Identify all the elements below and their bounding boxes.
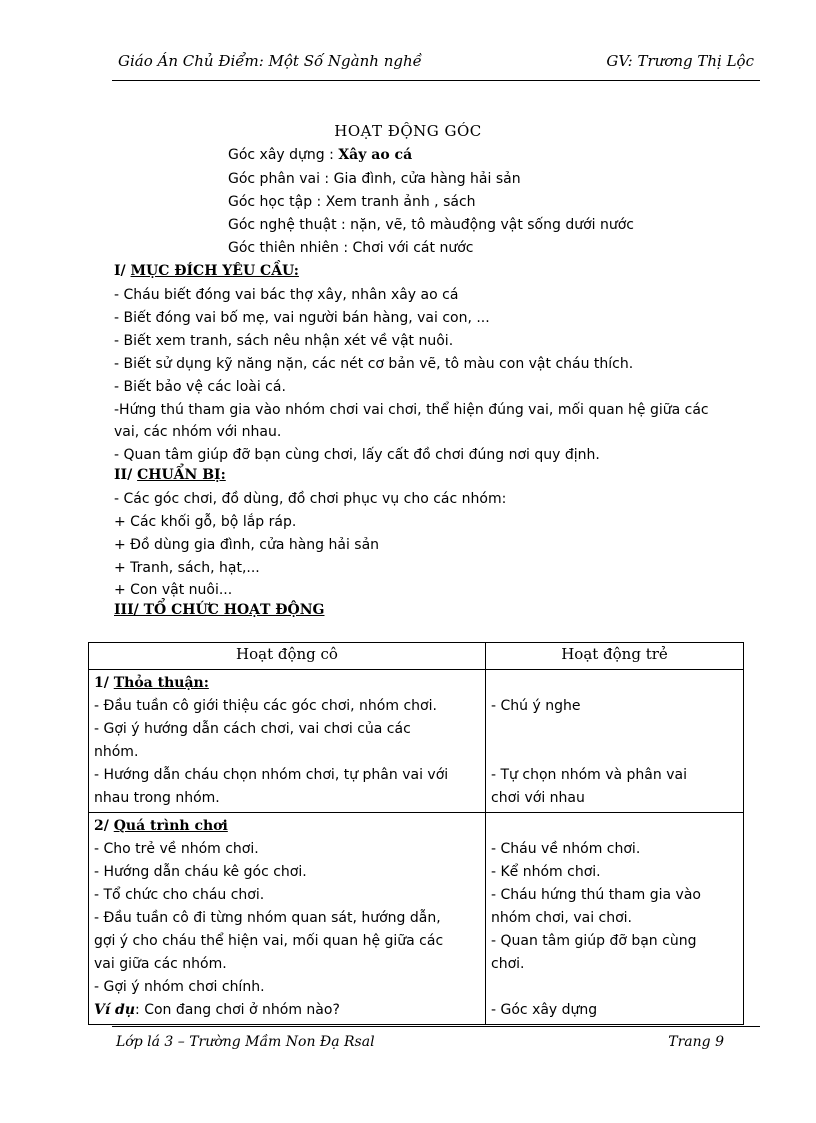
table-row: [89, 670, 744, 813]
text-line: - Chú ý nghe: [491, 698, 581, 714]
section-heading: II/ CHUẨN BỊ:: [114, 467, 226, 483]
text-line: chơi.: [491, 956, 525, 972]
corner-line: Góc phân vai : Gia đình, cửa hàng hải sản: [228, 171, 521, 187]
text-line: gợi ý cho cháu thể hiện vai, mối quan hệ giữa các: [94, 933, 444, 949]
section-heading: I/ MỤC ĐÍCH YÊU CẦU:: [114, 263, 299, 279]
corner-line: Góc thiên nhiên : Chơi với cát nước: [228, 240, 474, 256]
text-line: nhau trong nhóm.: [94, 790, 220, 806]
text-line: - Tự chọn nhóm và phân vai: [491, 767, 687, 783]
children-cell: [486, 813, 744, 1025]
activity-table: [88, 642, 744, 1025]
column-header-teacher: Hoạt động cô: [89, 643, 486, 670]
text-line: - Cháu hứng thú tham gia vào: [491, 887, 701, 903]
text-line: - Biết xem tranh, sách nêu nhận xét về vật nuôi.: [114, 333, 454, 349]
children-cell: [486, 670, 744, 813]
text-line: - Quan tâm giúp đỡ bạn cùng: [491, 933, 697, 949]
teacher-cell: [89, 670, 486, 813]
footer-rule: [112, 1026, 760, 1027]
row-title: 1/ Thỏa thuận:: [94, 675, 209, 691]
text-line: Ví dụ: Con đang chơi ở nhóm nào?: [94, 1002, 340, 1018]
text-line: - Biết sử dụng kỹ năng nặn, các nét cơ bản vẽ, tô màu con vật cháu thích.: [114, 356, 634, 372]
corner-line: Góc xây dựng : Xây ao cá: [228, 147, 413, 163]
text-line: - Gợi ý hướng dẫn cách chơi, vai chơi của các: [94, 721, 411, 737]
header-left: Giáo Án Chủ Điểm: Một Số Ngành nghề: [118, 52, 422, 70]
corner-line: Góc học tập : Xem tranh ảnh , sách: [228, 194, 476, 210]
text-line: nhóm chơi, vai chơi.: [491, 910, 633, 926]
text-line: + Tranh, sách, hạt,...: [114, 560, 260, 576]
text-line: - Hướng dẫn cháu chọn nhóm chơi, tự phân vai với: [94, 767, 449, 783]
text-line: + Con vật nuôi...: [114, 582, 233, 598]
text-line: - Cháu biết đóng vai bác thợ xây, nhân xây ao cá: [114, 287, 459, 303]
text-line: - Đầu tuần cô đi từng nhóm quan sát, hướng dẫn,: [94, 910, 441, 926]
text-line: vai, các nhóm với nhau.: [114, 424, 282, 440]
text-line: - Biết bảo vệ các loài cá.: [114, 379, 286, 395]
text-line: - Kể nhóm chơi.: [491, 864, 601, 880]
text-line: -Hứng thú tham gia vào nhóm chơi vai chơi, thể hiện đúng vai, mối quan hệ giữa các: [114, 402, 709, 418]
text-line: - Đầu tuần cô giới thiệu các góc chơi, nhóm chơi.: [94, 698, 437, 714]
corner-line: Góc nghệ thuật : nặn, vẽ, tô màuđộng vật sống dưới nước: [228, 217, 635, 233]
header-right: GV: Trương Thị Lộc: [606, 52, 754, 70]
text-line: + Đồ dùng gia đình, cửa hàng hải sản: [114, 537, 380, 553]
text-line: - Gợi ý nhóm chơi chính.: [94, 979, 265, 995]
text-line: - Quan tâm giúp đỡ bạn cùng chơi, lấy cất đồ chơi đúng nơi quy định.: [114, 447, 600, 463]
text-line: nhóm.: [94, 744, 139, 760]
section-heading: III/ TỔ CHỨC HOẠT ĐỘNG: [114, 602, 325, 618]
page-number: Trang 9: [668, 1034, 724, 1050]
text-line: chơi với nhau: [491, 790, 585, 806]
text-line: - Cho trẻ về nhóm chơi.: [94, 841, 259, 857]
footer-left: Lớp lá 3 – Trường Mầm Non Đạ Rsal: [116, 1034, 375, 1050]
text-line: - Biết đóng vai bố mẹ, vai người bán hàng, vai con, ...: [114, 310, 490, 326]
text-line: - Góc xây dựng: [491, 1002, 598, 1018]
text-line: - Tổ chức cho cháu chơi.: [94, 887, 265, 903]
column-header-children: Hoạt động trẻ: [486, 643, 744, 670]
text-line: - Hướng dẫn cháu kê góc chơi.: [94, 864, 307, 880]
row-title: 2/ Quá trình chơi: [94, 818, 228, 834]
page-title: HOẠT ĐỘNG GÓC: [334, 122, 482, 140]
text-line: - Cháu về nhóm chơi.: [491, 841, 641, 857]
teacher-cell: [89, 813, 486, 1025]
text-line: - Các góc chơi, đồ dùng, đồ chơi phục vụ cho các nhóm:: [114, 491, 507, 507]
text-line: + Các khối gỗ, bộ lắp ráp.: [114, 514, 297, 530]
table-header-row: [89, 643, 744, 670]
header-rule: [112, 80, 760, 81]
text-line: vai giữa các nhóm.: [94, 956, 227, 972]
table-row: [89, 813, 744, 1025]
